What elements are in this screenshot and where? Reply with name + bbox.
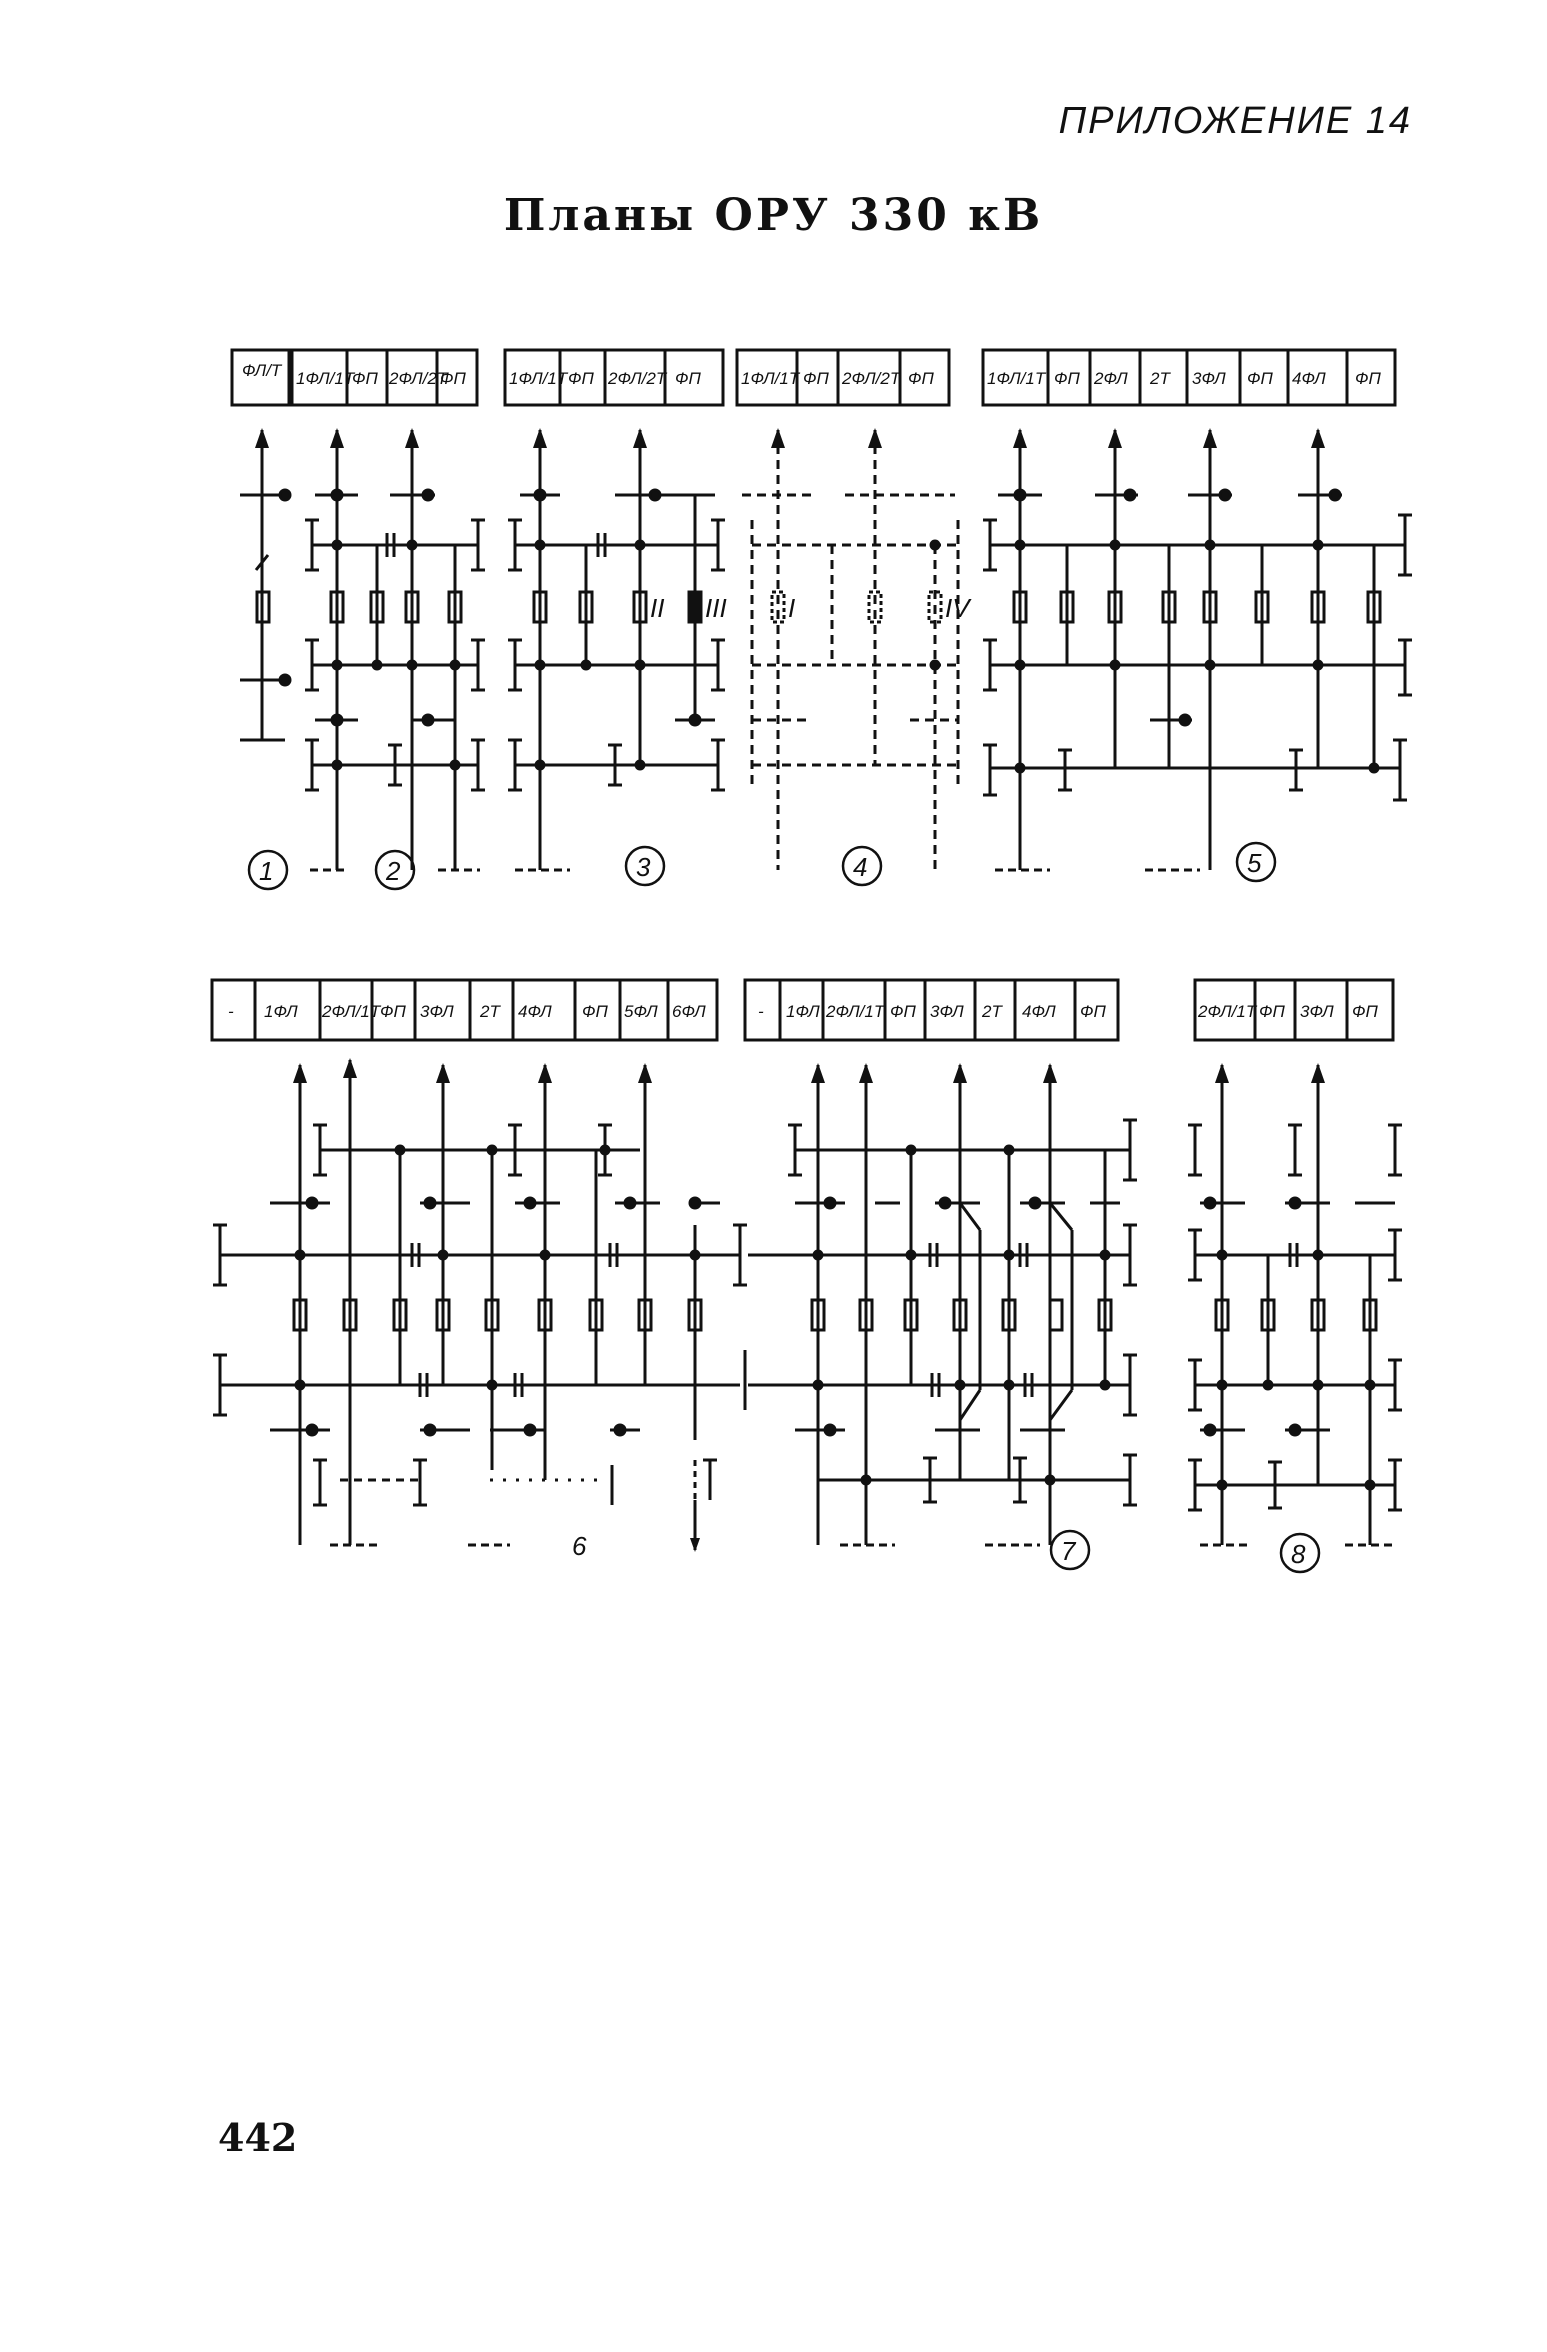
header-cell: 1ФЛ	[786, 1002, 820, 1021]
cell-label: III	[705, 593, 727, 623]
header-cell: ФП	[1355, 369, 1381, 388]
header-cell: ФП	[568, 369, 594, 388]
scheme-7	[745, 1063, 1137, 1545]
figure-number-6	[572, 1531, 587, 1561]
header-cell: 2ФЛ/1Т	[826, 1002, 885, 1021]
scheme-3	[508, 428, 727, 870]
header-cell: -	[228, 1002, 234, 1021]
header-group-3	[737, 350, 949, 405]
figure-number-2	[376, 851, 414, 889]
scheme-2	[305, 428, 485, 870]
figure-number-3	[626, 847, 664, 885]
header-cell: ФП	[440, 369, 466, 388]
figure-number-5	[1237, 843, 1275, 881]
header-cell: ФП	[908, 369, 934, 388]
header-cell: 5ФЛ	[624, 1002, 658, 1021]
figure-number-4	[843, 847, 881, 885]
header-cell: 4ФЛ	[1022, 1002, 1056, 1021]
figure-number-1	[249, 851, 287, 889]
header-cell: ФП	[1080, 1002, 1106, 1021]
figure-number-7	[1051, 1531, 1089, 1569]
header-cell: ФП	[1247, 369, 1273, 388]
header-cell: 4ФЛ	[1292, 369, 1326, 388]
scheme-1	[240, 428, 290, 740]
header-cell: ФП	[582, 1002, 608, 1021]
header-cell: 2Т	[480, 1002, 500, 1021]
scheme-8	[1188, 1063, 1402, 1545]
header-group-6	[745, 980, 1118, 1040]
header-cell: 3ФЛ	[930, 1002, 964, 1021]
header-cell: 2ФЛ/1Т	[322, 1002, 381, 1021]
svg-text:1: 1	[259, 856, 274, 886]
svg-text:5: 5	[1247, 848, 1262, 878]
svg-text:7: 7	[1061, 1536, 1076, 1566]
header-group-5	[212, 980, 717, 1040]
header-cell: -	[758, 1002, 764, 1021]
header-cell: 1ФЛ/1Т	[509, 369, 568, 388]
svg-text:8: 8	[1291, 1539, 1306, 1569]
header-cell: ФП	[1054, 369, 1080, 388]
header-cell: ФП	[352, 369, 378, 388]
header-cell: ФЛ/Т	[242, 361, 282, 380]
cell-label: IV	[945, 593, 970, 623]
page-number: 442	[218, 2115, 298, 2160]
header-cell: 1ФЛ/1Т	[741, 369, 800, 388]
header-cell: 2ФЛ/1Т	[1198, 1002, 1257, 1021]
scheme-4-marks	[771, 428, 972, 669]
header-cell: 2Т	[982, 1002, 1002, 1021]
header-cell: 1ФЛ/1Т	[987, 369, 1046, 388]
header-cell: ФП	[803, 369, 829, 388]
svg-text:3: 3	[636, 852, 651, 882]
header-cell: 2ФЛ/2Т	[608, 369, 667, 388]
scheme-5	[983, 428, 1412, 870]
header-group-1	[232, 350, 477, 405]
scheme-6	[213, 1058, 747, 1552]
figure-number-8	[1281, 1534, 1319, 1572]
header-cell: 2ФЛ/2Т	[842, 369, 901, 388]
svg-text:2: 2	[386, 856, 401, 886]
header-cell: ФП	[890, 1002, 916, 1021]
scheme-4	[742, 430, 958, 870]
header-cell: ФП	[1352, 1002, 1378, 1021]
svg-text:4: 4	[853, 852, 868, 882]
cell-label: I	[788, 593, 796, 623]
header-cell: ФП	[380, 1002, 406, 1021]
header-cell: 3ФЛ	[1300, 1002, 1334, 1021]
header-cell: 6ФЛ	[672, 1002, 706, 1021]
header-cell: ФП	[1259, 1002, 1285, 1021]
svg-text:6: 6	[572, 1531, 587, 1561]
header-cell: 1ФЛ	[264, 1002, 298, 1021]
page-title: Планы ОРУ 330 кВ	[503, 190, 1044, 241]
header-cell: 2Т	[1150, 369, 1170, 388]
header-group-2	[505, 350, 723, 405]
header-cell: ФП	[675, 369, 701, 388]
header-cell: 1ФЛ/1Т	[296, 369, 355, 388]
cell-label: II	[650, 593, 665, 623]
header-cell: 2ФЛ/2Т	[389, 369, 448, 388]
appendix-label: ПРИЛОЖЕНИЕ 14	[1058, 100, 1412, 142]
header-cell: 3ФЛ	[420, 1002, 454, 1021]
header-group-7	[1195, 980, 1393, 1040]
header-cell: 4ФЛ	[518, 1002, 552, 1021]
header-group-4	[983, 350, 1395, 405]
header-cell: 3ФЛ	[1192, 369, 1226, 388]
header-cell: 2ФЛ	[1094, 369, 1128, 388]
